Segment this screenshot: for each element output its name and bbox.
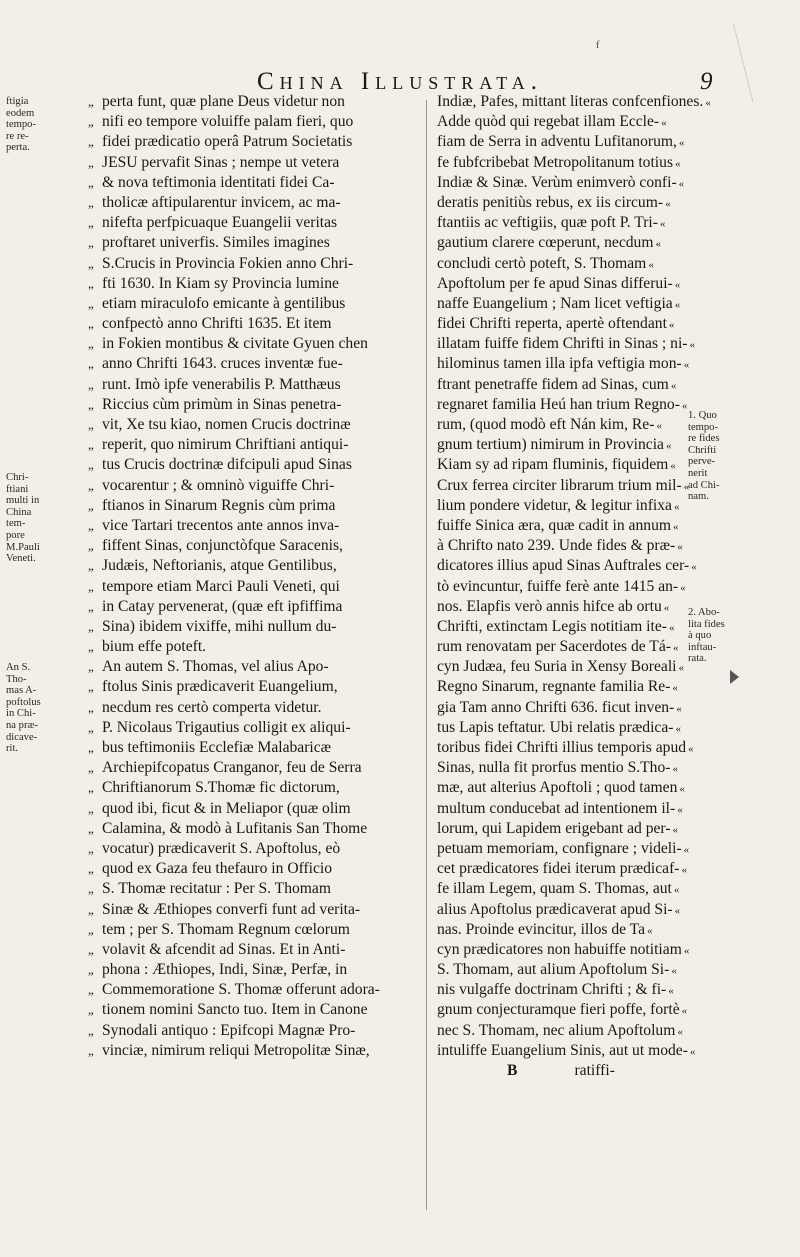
page-number: 9 [700, 68, 713, 95]
right-column-line: intuliffe Euangelium Sinis, aut ut mode- « [437, 1041, 682, 1061]
right-gloss-2: 2. Abo- lita fides à quo inftau- rata. [688, 607, 725, 665]
right-column-line: nos. Elapfis verò annis hifce ab ortu « [437, 597, 682, 617]
catchword: ratiffi- [574, 1062, 615, 1079]
left-gloss-3: An S. Tho- mas A- poftolus in Chi- na præ- dicave- rit. [6, 662, 41, 755]
right-column-line: Regno Sinarum, regnante familia Re- « [437, 677, 682, 697]
left-column-line: „ fidei prædicatio operâ Patrum Societatis [88, 132, 418, 152]
right-column-line: fuiffe Sinica æra, quæ cadit in annum « [437, 516, 682, 536]
left-column-line: „ ftianos in Sinarum Regnis cùm prima [88, 496, 418, 516]
column-divider [426, 100, 427, 1210]
left-column-line: „ in Fokien montibus & civitate Gyuen chen [88, 334, 418, 354]
right-column-line: mæ, aut alterius Apoftoli ; quod tamen « [437, 778, 682, 798]
right-column-line: gnum tertium) nimirum in Provincia « [437, 435, 682, 455]
left-column-line: „ JESU pervafit Sinas ; nempe ut vetera [88, 153, 418, 173]
left-column-line: „ vinciæ, nimirum reliqui Metropolitæ Sinæ, [88, 1041, 418, 1061]
left-column-line: „ proftaret univerfis. Similes imagines [88, 233, 418, 253]
left-column-line: „ quod ex Gaza feu thefauro in Officio [88, 859, 418, 879]
right-column-line: fe illam Legem, quam S. Thomas, aut « [437, 879, 682, 899]
right-column-line: Apoftolum per fe apud Sinas differui- « [437, 274, 682, 294]
left-column-line: „ bus teftimoniis Ecclefiæ Malabaricæ [88, 738, 418, 758]
right-column-line: S. Thomam, aut alium Apoftolum Si- « [437, 960, 682, 980]
right-column-line: Indiæ, Pafes, mittant literas confcenfiones. « [437, 92, 682, 112]
margin-arrow-icon [730, 670, 739, 684]
left-column-line: „ S.Crucis in Provincia Fokien anno Chri- [88, 254, 418, 274]
left-column-line: „ P. Nicolaus Trigautius colligit ex aliqui- [88, 718, 418, 738]
left-column-line: „ fti 1630. In Kiam sy Provincia lumine [88, 274, 418, 294]
left-column-line: „ runt. Imò ipfe venerabilis P. Matthæus [88, 375, 418, 395]
right-column-line: nis vulgaffe doctrinam Chrifti ; & fi- « [437, 980, 682, 1000]
right-gloss-1: 1. Quo tempo- re fides Chrifti perve- nerit ad Chi- nam. [688, 410, 720, 503]
right-column-line: deratis penitiùs rebus, ex iis circum- « [437, 193, 682, 213]
right-column-line: tus Lapis teftatur. Ubi relatis prædica- « [437, 718, 682, 738]
right-column-line: hilominus tamen illa ipfa veftigia mon- « [437, 354, 682, 374]
left-column-line: „ anno Chrifti 1643. cruces inventæ fue- [88, 354, 418, 374]
right-column-line: ftantiis ac veftigiis, quæ poft P. Tri- « [437, 213, 682, 233]
left-column-line: „ Judæis, Neftorianis, atque Gentilibus, [88, 556, 418, 576]
left-gloss-2: Chri- ftiani multi in China tem- pore M.Pauli Veneti. [6, 472, 40, 565]
left-column [88, 92, 418, 1061]
signature-mark: B [507, 1062, 518, 1079]
left-column-line: „ Sina) ibidem vixiffe, mihi nullum du- [88, 617, 418, 637]
left-column-line: „ tionem nomini Sancto tuo. Item in Canone [88, 1000, 418, 1020]
left-column-line: „ necdum res certò comperta videtur. [88, 698, 418, 718]
left-column-line: „ perta funt, quæ plane Deus videtur non [88, 92, 418, 112]
left-column-line: „ volavit & afcendit ad Sinas. Et in Anti- [88, 940, 418, 960]
right-column-line: dicatores illius apud Sinas Auftrales cer- « [437, 556, 682, 576]
right-column-line: à Chrifto nato 239. Unde fides & præ- « [437, 536, 682, 556]
left-column-line: „ Sinæ & Æthiopes converfi funt ad verita- [88, 900, 418, 920]
right-column-line: nec S. Thomam, nec alium Apoftolum « [437, 1021, 682, 1041]
left-column-line: „ nifi eo tempore voluiffe palam fieri, quo [88, 112, 418, 132]
right-column-line: petuam memoriam, confignare ; videli- « [437, 839, 682, 859]
right-column-line: cyn Judæa, feu Suria in Xensy Boreali « [437, 657, 682, 677]
top-mark: f [596, 40, 600, 51]
left-column-line: „ Riccius cùm primùm in Sinas penetra- [88, 395, 418, 415]
left-column-line: „ fiffent Sinas, conjunctòfque Saracenis, [88, 536, 418, 556]
left-column-line: „ Commemoratione S. Thomæ offerunt adora- [88, 980, 418, 1000]
right-column-line: nas. Proinde evincitur, illos de Ta « [437, 920, 682, 940]
left-column-line: „ vice Tartari trecentos ante annos inva- [88, 516, 418, 536]
right-column-line: Chrifti, extinctam Legis notitiam ite- « [437, 617, 682, 637]
left-column-line: „ reperit, quo nimirum Chriftiani antiqui- [88, 435, 418, 455]
left-gloss-1: ftigia eodem tempo- re re- perta. [6, 96, 37, 154]
right-column-line: gia Tam anno Chrifti 636. ficut inven- « [437, 698, 682, 718]
right-column-line: Indiæ & Sinæ. Verùm enimverò confi- « [437, 173, 682, 193]
left-column-line: „ Calamina, & modò à Lufitanis San Thome [88, 819, 418, 839]
left-column-line: „ etiam miraculofo emicante à gentilibus [88, 294, 418, 314]
left-column-line: „ tus Crucis doctrinæ difcipuli apud Sinas [88, 455, 418, 475]
right-column-line: gautium clarere cœperunt, necdum « [437, 233, 682, 253]
right-column-line: rum, (quod modò eft Nán kim, Re- « [437, 415, 682, 435]
left-column-line: „ bium effe poteft. [88, 637, 418, 657]
right-column-line: fe fubfcribebat Metropolitanum totius « [437, 153, 682, 173]
right-column-line: Crux ferrea circiter librarum trium mil- « [437, 476, 682, 496]
left-column-line: „ An autem S. Thomas, vel alius Apo- [88, 657, 418, 677]
right-column-line: lium pondere videtur, & legitur infixa « [437, 496, 682, 516]
right-column-line: cet prædicatores fidei iterum prædicaf- « [437, 859, 682, 879]
left-column-line: „ quod ibi, ficut & in Meliapor (quæ olim [88, 799, 418, 819]
left-column-line: „ S. Thomæ recitatur : Per S. Thomam [88, 879, 418, 899]
right-column-line: cyn prædicatores non habuiffe notitiam « [437, 940, 682, 960]
right-column-line: lorum, qui Lapidem erigebant ad per- « [437, 819, 682, 839]
right-column-line: illatam fuiffe fidem Chrifti in Sinas ; ni- « [437, 334, 682, 354]
right-column-line: gnum conjecturamque fieri poffe, fortè « [437, 1000, 682, 1020]
right-column-line: regnaret familia Heú han trium Regno- « [437, 395, 682, 415]
right-column-line: tò evincuntur, fuiffe ferè ante 1415 an- « [437, 577, 682, 597]
left-column-line: „ phona : Æthiopes, Indi, Sinæ, Perfæ, in [88, 960, 418, 980]
right-column-line: rum renovatam per Sacerdotes de Tá- « [437, 637, 682, 657]
right-column-line: fiam de Serra in adventu Lufitanorum, « [437, 132, 682, 152]
left-column-line: „ confpectò anno Chrifti 1635. Et item [88, 314, 418, 334]
right-column-line: multum conducebat ad intentionem il- « [437, 799, 682, 819]
left-column-line: „ Synodali antiquo : Epifcopi Magnæ Pro- [88, 1021, 418, 1041]
left-column-line: „ tem ; per S. Thomam Regnum cœlorum [88, 920, 418, 940]
right-column-line: Sinas, nulla fit prorfus mentio S.Tho- « [437, 758, 682, 778]
left-column-line: „ Chriftianorum S.Thomæ fic dictorum, [88, 778, 418, 798]
left-column-line: „ Archiepifcopatus Cranganor, feu de Serra [88, 758, 418, 778]
left-column-line: „ nifefta perfpicuaque Euangelii veritas [88, 213, 418, 233]
left-column-line: „ vit, Xe tsu kiao, nomen Crucis doctrinæ [88, 415, 418, 435]
running-title: China Illustrata. [256, 68, 544, 95]
left-column-line: „ vocarentur ; & omninò viguiffe Chri- [88, 476, 418, 496]
left-column-line: „ vocatur) prædicaverit S. Apoftolus, eò [88, 839, 418, 859]
right-column-line: Adde quòd qui regebat illam Eccle- « [437, 112, 682, 132]
right-column-line: toribus fidei Chrifti illius temporis apud « [437, 738, 682, 758]
left-column-line: „ & nova teftimonia identitati fidei Ca- [88, 173, 418, 193]
left-column-line: „ in Catay pervenerat, (quæ eft ipfiffima [88, 597, 418, 617]
right-column-line: alius Apoftolus prædicaverat apud Si- « [437, 900, 682, 920]
left-column-line: „ ftolus Sinis prædicaverit Euangelium, [88, 677, 418, 697]
left-column-line: „ tempore etiam Marci Pauli Veneti, qui [88, 577, 418, 597]
right-column-line: ftrant penetraffe fidem ad Sinas, cum « [437, 375, 682, 395]
right-column-line: naffe Euangelium ; Nam licet veftigia « [437, 294, 682, 314]
left-column-line: „ tholicæ aftipularentur invicem, ac ma- [88, 193, 418, 213]
right-column-line: Kiam sy ad ripam fluminis, fiquidem « [437, 455, 682, 475]
right-column-line: fidei Chrifti reperta, apertè oftendant « [437, 314, 682, 334]
right-column-line: concludi certò poteft, S. Thomam « [437, 254, 682, 274]
